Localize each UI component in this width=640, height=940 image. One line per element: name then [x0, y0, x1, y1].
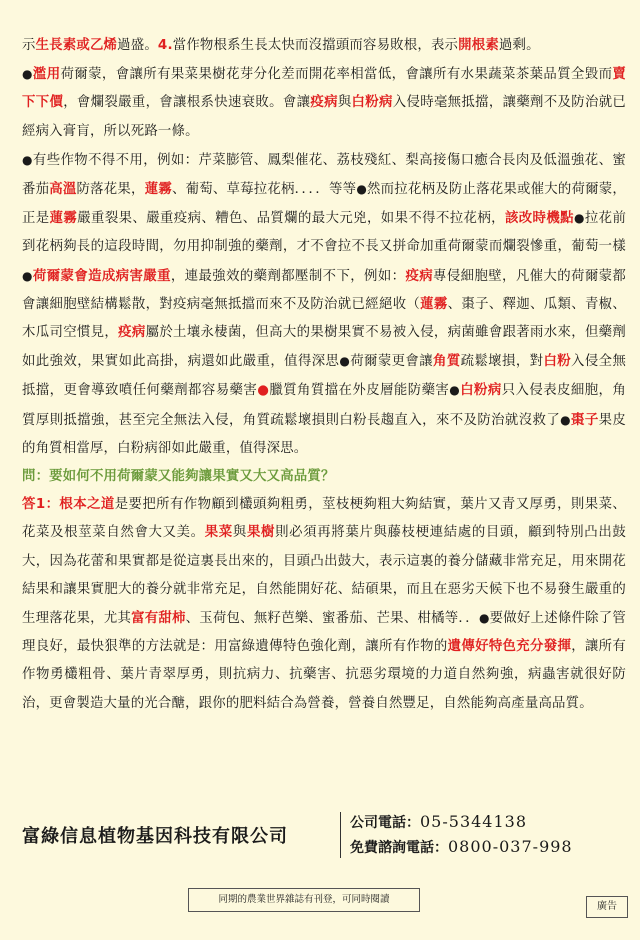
p2-segment: ，會爛裂嚴重，會讓根系快速衰敗。會讓	[63, 95, 311, 111]
p3-segment: 嚴重裂果、嚴重疫病、糟色、品質爛的最大元兇，如果不得不拉花柄，	[77, 211, 505, 227]
p4-segment: 是要把所有作物顧到欉頭夠粗勇，莖枝梗夠粗大夠結實，葉片又青又厚勇，則果菜、花菜及根莖菜自然會大又美。	[22, 497, 626, 541]
free-consult-label: 免費諮詢電話：	[350, 840, 448, 856]
p3-segment: ●	[356, 182, 368, 197]
p2-segment: 與	[337, 95, 352, 111]
p3-segment: ●	[22, 268, 33, 283]
p3-segment: ●	[560, 412, 572, 427]
p4-segment: 富有甜柿	[131, 611, 186, 627]
p4-segment: 則必須再將葉片與藤枝梗連結處的目頭，顧到特別凸出鼓大，因為花蕾和果實都是從這裏長出來的，目頭凸出鼓大，表示這裏的養分儲藏非常充足，用來開花結果和讓果實肥大的養分就非常充足，自然能開好花、結碩果，而且在惡劣天候下也不易發生嚴重的生理落花果，尤其	[22, 525, 627, 627]
p2-segment: 賣下下價	[22, 67, 627, 111]
p4-segment: 、玉荷包、無籽芭樂、蜜番茄、芒果、柑橘等．．	[185, 611, 479, 627]
p4-segment: 答1：根本之道	[22, 497, 115, 513]
p3-segment: 入侵全無抵擋，更會導致噴任何藥劑都容易藥害	[22, 354, 627, 399]
p4-segment: ●	[478, 611, 490, 626]
p1-segment: 當作物根系生長太快而沒擋頭而容易敗根，表示	[172, 38, 459, 53]
p4-segment: 遺傳好特色充分發揮	[447, 639, 572, 655]
paragraph-answer-1	[22, 491, 626, 718]
p3-segment: 臘質角質擋在外皮層能防藥害	[269, 383, 450, 399]
magazine-notice: 同期的農業世界雜誌有刊登，可同時閱讀	[188, 888, 420, 912]
paragraph-1	[22, 32, 626, 60]
p2-segment: 荷爾蒙，會讓所有果菜果樹花芽分化差而開花率相當低，會讓所有水果蔬菜茶葉品質全毀而	[60, 67, 613, 83]
question-heading: 問：要如何不用荷爾蒙又能夠讓果實又大又高品質？	[22, 469, 335, 485]
company-name: 富綠信息植物基因科技有限公司	[22, 826, 288, 847]
p3-segment: 角質	[433, 354, 461, 370]
p3-segment: 果皮的角質相當厚，白粉病卻如此嚴重，值得深思。	[22, 412, 627, 456]
free-consult-line	[350, 835, 573, 860]
p3-segment: 專侵細胞壁，凡催大的荷爾蒙都會讓細胞壁結構鬆散，對疫病毫無抵擋而來不及防治就已經絕收（	[22, 268, 627, 312]
p3-segment: 該改時機點	[504, 211, 574, 227]
company-phone-line	[350, 810, 573, 835]
p1-segment: 過剩。	[498, 38, 540, 53]
p3-segment: 荷爾蒙更會讓	[350, 354, 434, 370]
p3-segment: 白粉	[543, 354, 572, 370]
company-phone-number: 05-5344138	[420, 812, 528, 831]
footer-divider	[340, 812, 341, 858]
p4-segment: 要做好上述條件除了管理良好，最快狠準的方法就是：用富綠遺傳特色強化劑，讓所有作物的	[22, 611, 626, 655]
p3-segment: ，連最強效的藥劑都壓制不下，例如：	[170, 268, 406, 284]
p2-segment: 白粉病	[351, 95, 393, 111]
p1-segment: 過盛。	[117, 38, 158, 53]
p1-segment: 生長素或乙烯	[35, 38, 118, 53]
p4-segment: 果樹	[246, 525, 276, 541]
p3-segment: 荷爾蒙會造成病害嚴重	[32, 268, 171, 284]
p2-segment: 入侵時毫無抵擋，讓藥劑不及防治就已經病入膏肓，所以死路一條。	[22, 95, 627, 139]
p3-segment: 疫病	[118, 325, 146, 341]
p3-segment: ●	[449, 383, 461, 398]
p2-segment: 濫用	[32, 67, 61, 83]
p4-segment: 果菜	[204, 525, 233, 541]
p3-segment: 然而拉花柄及防止落花果或催大的荷爾蒙，正是	[22, 182, 626, 227]
p3-segment: 防落花果，	[76, 182, 145, 198]
p3-segment: ●	[22, 152, 33, 167]
p3-segment: 疏鬆壞損，對	[460, 354, 544, 370]
p3-segment: 、棗子、釋迦、瓜類、青椒、木瓜司空慣見，	[22, 296, 626, 341]
advertisement-label: 廣告	[586, 896, 628, 918]
p3-segment: 白粉病	[460, 383, 502, 399]
p3-segment: 蓮霧	[420, 296, 448, 312]
p3-segment: 蓮霧	[144, 182, 172, 198]
p3-segment: 疫病	[405, 268, 434, 284]
article-body	[22, 32, 626, 718]
p3-segment: 屬於土壤永棲菌，但高大的果樹果實不易被入侵，病菌雖會跟著雨水來，但藥劑如此強效，果實如此高掛，病還如此嚴重，值得深思	[22, 325, 627, 370]
p3-segment: 棗子	[571, 412, 599, 428]
p3-segment: 拉花前到花柄夠長的這段時間，勿用抑制強的藥劑，才不會拉不長又拼命加重荷爾蒙而爛裂慘重，葡萄一樣	[22, 211, 627, 255]
p3-segment: ●	[257, 383, 270, 399]
p4-segment: 與	[232, 525, 247, 541]
free-consult-number: 0800-037-998	[448, 837, 573, 856]
company-phone-label: 公司電話：	[350, 815, 420, 831]
paragraph-3	[22, 146, 626, 463]
p2-segment: 疫病	[310, 95, 338, 111]
contact-block	[350, 810, 573, 860]
p2-segment: ●	[22, 67, 33, 82]
p3-segment: 有些作物不得不用，例如：芹菜膨管、鳳梨催花、荔枝殘紅、梨高接傷口癒合長肉及低溫強花、蜜番茄	[22, 152, 626, 198]
paragraph-2	[22, 60, 626, 146]
p3-segment: 高溫	[49, 182, 77, 198]
p3-segment: 、葡萄、草莓拉花柄．．．．等等	[171, 182, 357, 198]
p1-segment: 4.	[157, 38, 173, 53]
p1-segment: 開根素	[458, 38, 499, 53]
p4-segment: ，讓所有作物勇欉粗骨、葉片青翠厚勇，則抗病力、抗藥害、抗惡劣環境的力道自然夠強，病蟲害就很好防治，更會製造大量的光合醣，跟你的肥料結合為營養，營養自然豐足，自然能夠高產量高品質。	[22, 639, 626, 711]
p3-segment: 只入侵表皮細胞，角質厚則抵擋強，甚至完全無法入侵，角質疏鬆壞損則白粉長趨直入，來不及防治就沒救了	[22, 383, 626, 428]
p3-segment: ●	[339, 354, 351, 369]
p3-segment: 蓮霧	[49, 211, 78, 227]
p3-segment: ●	[573, 211, 585, 226]
p1-segment: 示	[22, 38, 36, 53]
